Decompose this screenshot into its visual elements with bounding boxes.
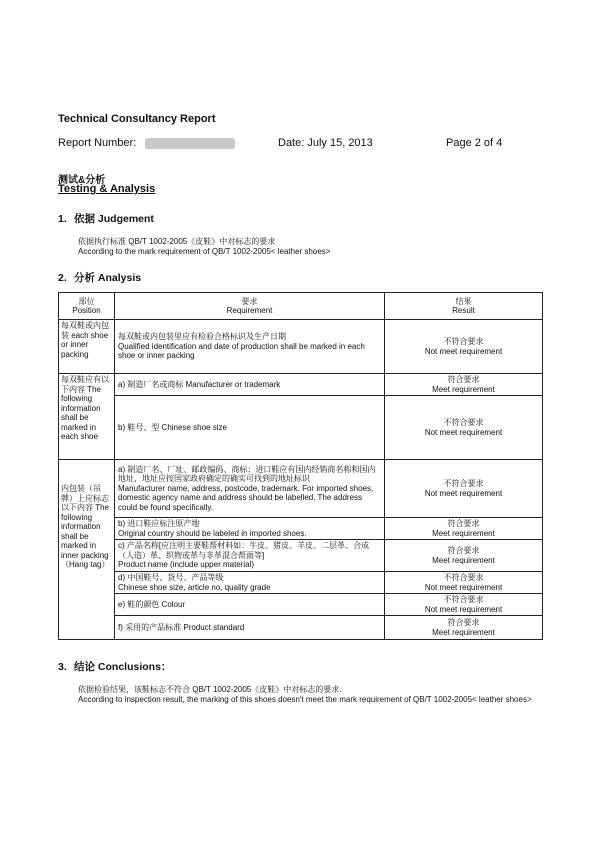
analysis-table [58, 292, 543, 640]
requirement-cn: a) 制造厂名、厂址、邮政编码、商标；进口鞋应有国内经销商名称和国内地址，地址应按国家政府确定的确实可找到的地址标识 [118, 464, 376, 484]
conclusions-number: 3. [58, 661, 67, 673]
result-cell [385, 460, 543, 518]
result-cn: 不符合要求 [443, 418, 484, 427]
result-cn: 不符合要求 [443, 595, 484, 604]
table-row [59, 396, 543, 460]
result-en: Not meet requirement [424, 604, 503, 614]
header-requirement [115, 293, 385, 320]
result-cn: 符合要求 [447, 519, 480, 528]
result-cell [385, 572, 543, 594]
table-row [59, 518, 543, 540]
judgement-line-en: According to the mark requirement of QB/T 1002-2005< leather shoes> [78, 247, 331, 256]
judgement-text [78, 237, 548, 257]
report-meta [58, 137, 508, 151]
table-row [59, 460, 543, 518]
header-result [385, 293, 543, 320]
requirement-cell [115, 460, 385, 518]
result-en: Meet requirement [432, 555, 495, 565]
analysis-heading [58, 270, 141, 285]
requirement-text: e) 鞋的颜色 Colour [118, 599, 186, 609]
report-number-label: Report Number: [58, 137, 137, 149]
result-en: Meet requirement [432, 384, 495, 394]
result-cell [385, 540, 543, 572]
conclusions-line-en: According to inspection result, the marking of this shoes doesn't meet the mark requirement of QB/T 1002-2005< leather shoes> [78, 695, 532, 704]
header-position [59, 293, 115, 320]
result-en: Meet requirement [432, 528, 495, 538]
judgement-line-cn: 依据执行标准 QB/T 1002-2005《皮鞋》中对标志的要求 [78, 237, 276, 246]
judgement-heading [58, 211, 154, 226]
result-en: Not meet requirement [424, 582, 503, 592]
header-requirement-en: Requirement [226, 306, 273, 315]
requirement-en: Product name (include upper material) [118, 560, 255, 570]
requirement-cn: b) 进口鞋应标注原产地 [118, 519, 200, 528]
requirement-en: Qualified identification and date of production shall be marked in each shoe or inner packing [118, 341, 365, 361]
requirement-text: a) 制造厂名或商标 Manufacturer or trademark [118, 379, 281, 389]
position-cell: 每双鞋或内包装 each shoe or inner packing [59, 320, 115, 374]
page-number: Page 2 of 4 [446, 137, 503, 149]
result-cell [385, 396, 543, 460]
requirement-en: Manufacturer name, address, postcode, trademark. For imported shoes, domestic agency name and address should be labelled. The address could be found specifically. [118, 483, 374, 512]
header-result-cn: 结果 [455, 296, 472, 306]
requirement-cell [115, 572, 385, 594]
redacted-report-number [145, 138, 235, 149]
requirement-text: f) 采用的产品标准 Product standard [118, 622, 245, 632]
header-requirement-cn: 要求 [241, 296, 258, 306]
requirement-cn: 每双鞋或内包装里应有检验合格标识及生产日期 [118, 332, 286, 342]
conclusions-title: 结论 Conclusions： [74, 661, 172, 673]
position-cell: 每双鞋应有以下内容 The following information shall be marked in each shoe [59, 374, 115, 460]
analysis-number: 2. [58, 272, 67, 284]
result-cn: 不符合要求 [443, 337, 484, 346]
result-cn: 符合要求 [447, 618, 480, 627]
requirement-cell [115, 594, 385, 616]
requirement-en: Chinese shoe size, article no, quality grade [118, 582, 271, 592]
requirement-cn: c) 产品名称[应注明主要鞋帮材料如：牛皮、猪皮、羊皮、二层革、合成（人造）革、织物或革与非革混合帮面等] [118, 541, 370, 560]
table-row [59, 616, 543, 640]
report-title: Technical Consultancy Report [58, 113, 216, 125]
table-row [59, 320, 543, 374]
header-position-cn: 部位 [78, 296, 95, 306]
result-en: Meet requirement [432, 627, 495, 637]
requirement-cell [115, 616, 385, 640]
requirement-cell [115, 320, 385, 374]
table-row [59, 594, 543, 616]
result-cell [385, 320, 543, 374]
requirement-en: Original country should be labeled in imported shoes. [118, 528, 307, 538]
conclusions-line-cn: 依据检验结果，该鞋标志不符合 QB/T 1002-2005《皮鞋》中对标志的要求. [78, 685, 342, 694]
analysis-title: 分析 Analysis [74, 272, 142, 284]
position-cell: 内包装（吊牌）上应标志以下内容 The following information shall be marked in inner packing （Hang tag） [59, 460, 115, 640]
result-cell [385, 374, 543, 396]
requirement-cell [115, 396, 385, 460]
requirement-cell [115, 518, 385, 540]
result-en: Not meet requirement [424, 427, 503, 437]
table-row [59, 374, 543, 396]
conclusions-text [78, 685, 548, 705]
result-cn: 不符合要求 [443, 479, 484, 488]
result-en: Not meet requirement [424, 488, 503, 498]
judgement-number: 1. [58, 213, 67, 225]
result-cell [385, 518, 543, 540]
section-title-cn: 测试&分析 [58, 175, 106, 186]
report-date: Date: July 15, 2013 [278, 137, 373, 149]
section-title-en: Testing & Analysis [58, 183, 156, 195]
table-row [59, 572, 543, 594]
conclusions-heading [58, 659, 171, 674]
requirement-text: b) 鞋号、型 Chinese shoe size [118, 422, 227, 432]
requirement-cn: d) 中国鞋号、货号、产品等级 [118, 573, 224, 582]
judgement-title: 依据 Judgement [74, 213, 154, 225]
result-cell [385, 616, 543, 640]
result-cell [385, 594, 543, 616]
table-header-row [59, 293, 543, 320]
result-en: Not meet requirement [424, 346, 503, 356]
result-cn: 符合要求 [447, 546, 480, 555]
result-cn: 符合要求 [447, 375, 480, 384]
result-cn: 不符合要求 [443, 573, 484, 582]
header-position-en: Position [72, 306, 101, 315]
header-result-en: Result [452, 306, 475, 315]
requirement-cell [115, 540, 385, 572]
requirement-cell [115, 374, 385, 396]
table-row [59, 540, 543, 572]
